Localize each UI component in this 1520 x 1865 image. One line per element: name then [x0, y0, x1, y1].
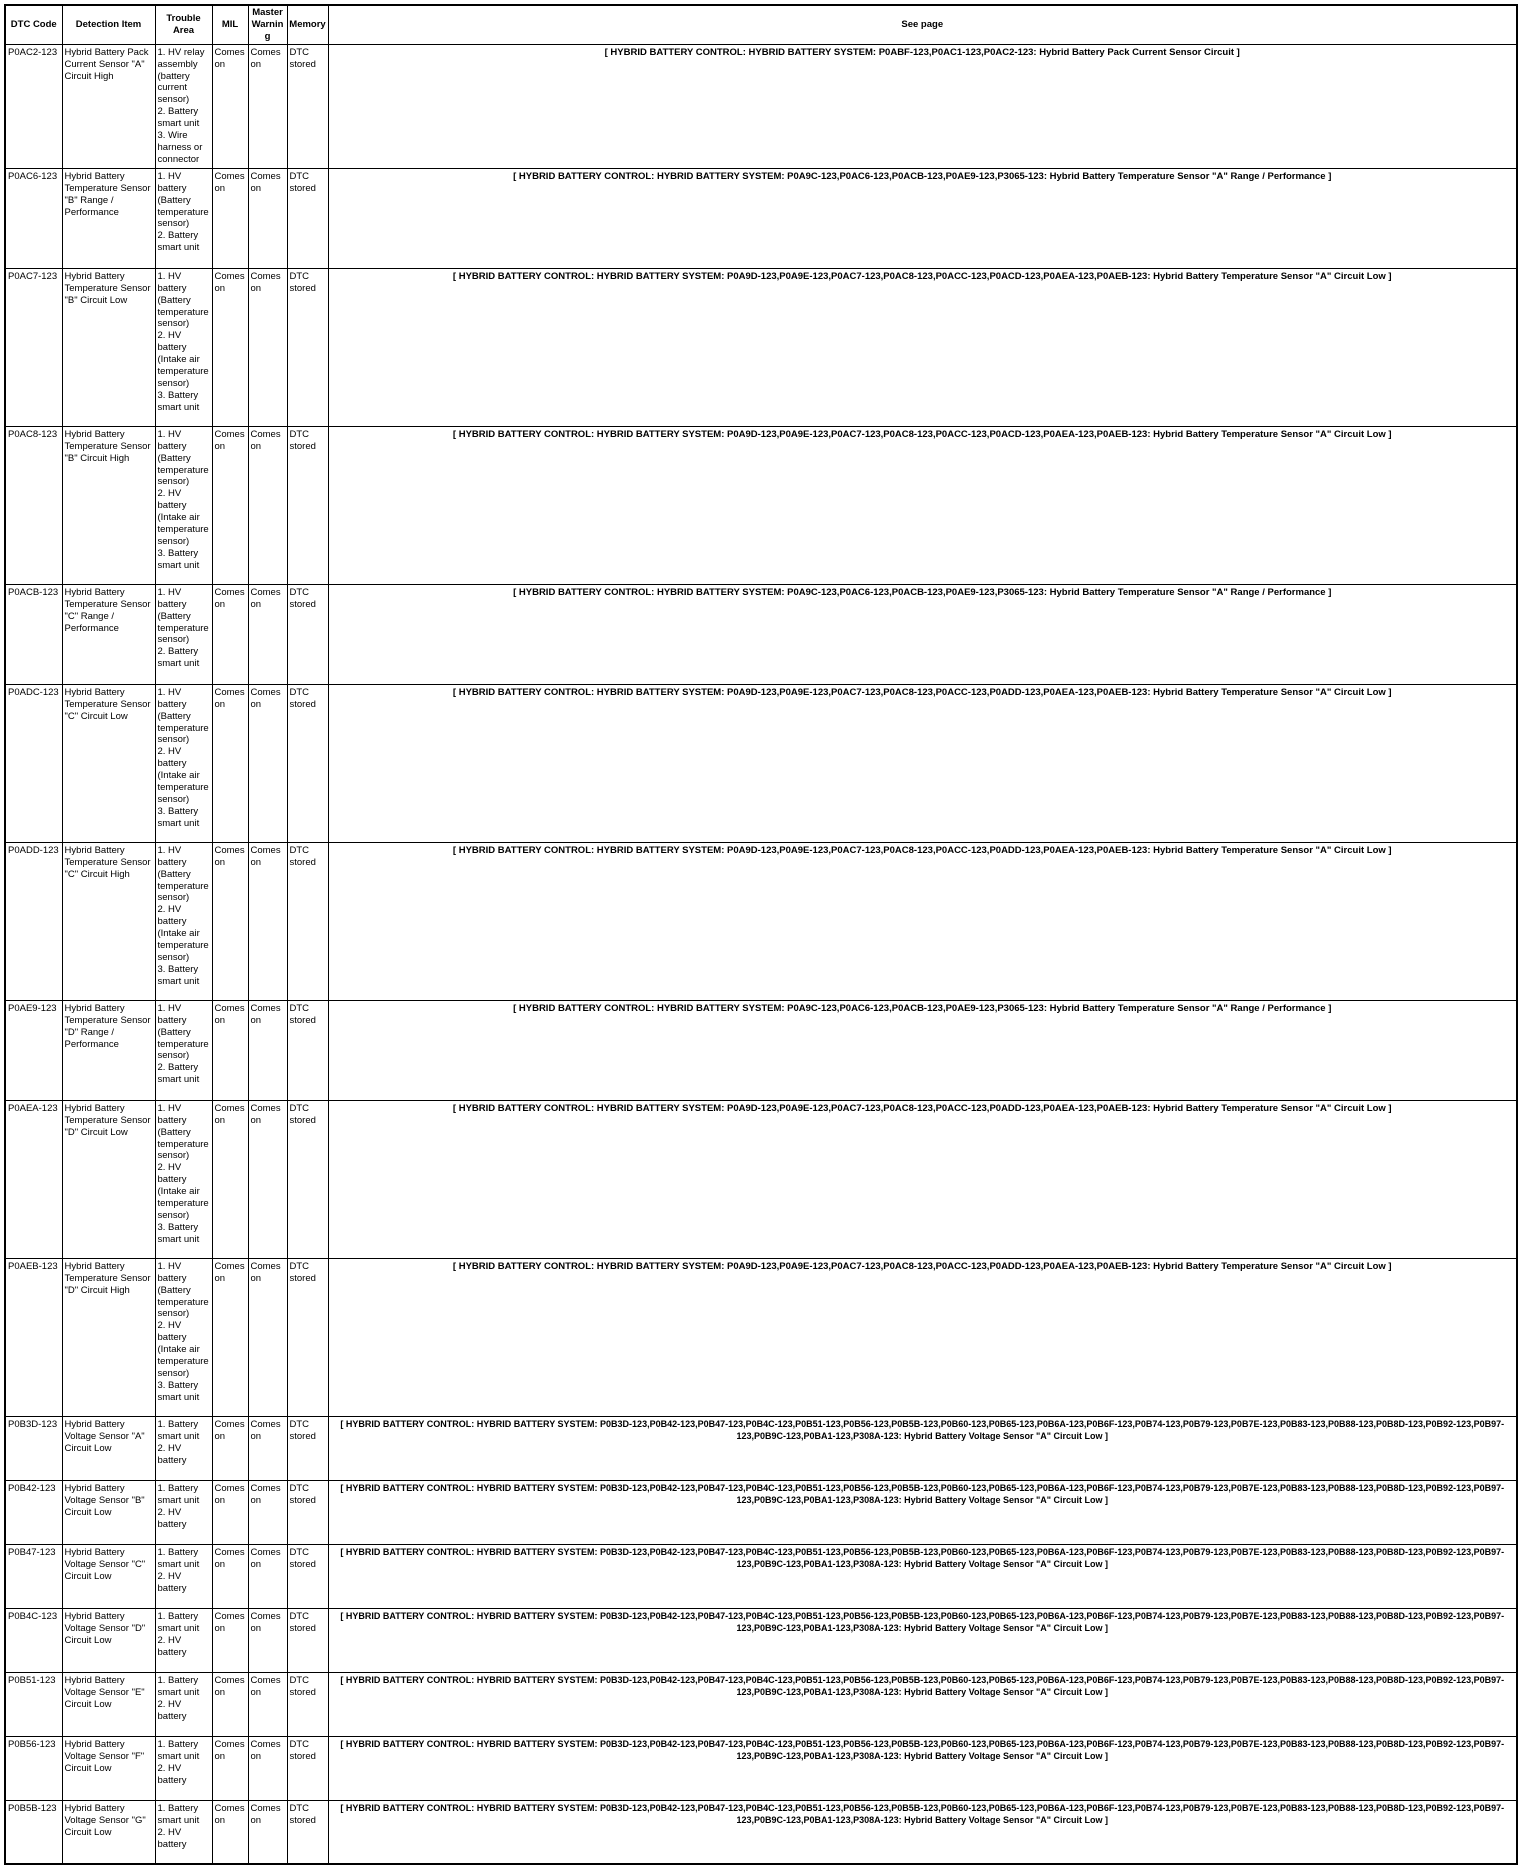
memory-cell: DTC stored [287, 1000, 328, 1100]
mil-cell: Comes on [212, 684, 248, 842]
dtc-code-cell: P0B51-123 [5, 1672, 62, 1736]
memory-cell: DTC stored [287, 44, 328, 168]
trouble-area-cell: 1. HV relay assembly (battery current sensor) 2. Battery smart unit 3. Wire harness or connector [155, 44, 212, 168]
detection-item-cell: Hybrid Battery Voltage Sensor "E" Circuit Low [62, 1672, 155, 1736]
memory-cell: DTC stored [287, 426, 328, 584]
memory-cell: DTC stored [287, 1544, 328, 1608]
dtc-code-cell: P0B4C-123 [5, 1608, 62, 1672]
see-page-link[interactable]: [ HYBRID BATTERY CONTROL: HYBRID BATTERY SYSTEM: P0B3D-123,P0B42-123,P0B47-123,P0B4C-123,P0B51-123,P0B56-123,P0B5B-123,P0B60-123,P0B65-123,P0B6A-123,P0B6F-123,P0B74-123,P0B79-123,P0B7E-123,P0B83-123,P0B88-123,P0B8D-123,P0B92-123,P0B97-123,P0B9C-123,P0BA1-123,P308A-123: Hybrid Battery Voltage Sensor "A" Circuit Low ] [328, 1480, 1517, 1544]
dtc-code-cell: P0AC2-123 [5, 44, 62, 168]
detection-item-cell: Hybrid Battery Temperature Sensor "B" Circuit High [62, 426, 155, 584]
dtc-code-cell: P0AEA-123 [5, 1100, 62, 1258]
see-page-link[interactable]: [ HYBRID BATTERY CONTROL: HYBRID BATTERY SYSTEM: P0A9D-123,P0A9E-123,P0AC7-123,P0AC8-123,P0ACC-123,P0ADD-123,P0AEA-123,P0AEB-123: Hybrid Battery Temperature Sensor "A" Circuit Low ] [328, 1100, 1517, 1258]
trouble-area-cell: 1. Battery smart unit 2. HV battery [155, 1736, 212, 1800]
table-row [5, 168, 1517, 268]
memory-cell: DTC stored [287, 1608, 328, 1672]
dtc-code-cell: P0B56-123 [5, 1736, 62, 1800]
dtc-table-body [5, 44, 1517, 1864]
see-page-link[interactable]: [ HYBRID BATTERY CONTROL: HYBRID BATTERY SYSTEM: P0A9C-123,P0AC6-123,P0ACB-123,P0AE9-123,P3065-123: Hybrid Battery Temperature Sensor "A" Range / Performance ] [328, 1000, 1517, 1100]
dtc-code-cell: P0AE9-123 [5, 1000, 62, 1100]
mil-cell: Comes on [212, 1258, 248, 1416]
table-row [5, 44, 1517, 168]
dtc-code-cell: P0AC8-123 [5, 426, 62, 584]
trouble-area-cell: 1. HV battery (Battery temperature sensor) 2. HV battery (Intake air temperature sensor) 3. Battery smart unit [155, 426, 212, 584]
master-warning-cell: Comes on [248, 1608, 287, 1672]
mil-cell: Comes on [212, 1544, 248, 1608]
mil-cell: Comes on [212, 268, 248, 426]
mil-cell: Comes on [212, 1416, 248, 1480]
mil-cell: Comes on [212, 44, 248, 168]
master-warning-cell: Comes on [248, 1258, 287, 1416]
master-warning-cell: Comes on [248, 1544, 287, 1608]
mil-cell: Comes on [212, 1000, 248, 1100]
detection-item-cell: Hybrid Battery Voltage Sensor "C" Circuit Low [62, 1544, 155, 1608]
see-page-link[interactable]: [ HYBRID BATTERY CONTROL: HYBRID BATTERY SYSTEM: P0A9C-123,P0AC6-123,P0ACB-123,P0AE9-123,P3065-123: Hybrid Battery Temperature Sensor "A" Range / Performance ] [328, 584, 1517, 684]
header-detection-item: Detection Item [62, 5, 155, 44]
memory-cell: DTC stored [287, 684, 328, 842]
detection-item-cell: Hybrid Battery Voltage Sensor "A" Circuit Low [62, 1416, 155, 1480]
master-warning-cell: Comes on [248, 168, 287, 268]
detection-item-cell: Hybrid Battery Temperature Sensor "D" Range / Performance [62, 1000, 155, 1100]
memory-cell: DTC stored [287, 842, 328, 1000]
dtc-code-cell: P0ACB-123 [5, 584, 62, 684]
dtc-code-cell: P0ADC-123 [5, 684, 62, 842]
header-dtc-code: DTC Code [5, 5, 62, 44]
table-row [5, 1416, 1517, 1480]
mil-cell: Comes on [212, 1736, 248, 1800]
detection-item-cell: Hybrid Battery Voltage Sensor "G" Circuit Low [62, 1800, 155, 1864]
detection-item-cell: Hybrid Battery Temperature Sensor "D" Circuit High [62, 1258, 155, 1416]
trouble-area-cell: 1. HV battery (Battery temperature sensor) 2. Battery smart unit [155, 168, 212, 268]
master-warning-cell: Comes on [248, 842, 287, 1000]
see-page-link[interactable]: [ HYBRID BATTERY CONTROL: HYBRID BATTERY SYSTEM: P0A9D-123,P0A9E-123,P0AC7-123,P0AC8-123,P0ACC-123,P0ACD-123,P0AEA-123,P0AEB-123: Hybrid Battery Temperature Sensor "A" Circuit Low ] [328, 268, 1517, 426]
trouble-area-cell: 1. HV battery (Battery temperature sensor) 2. HV battery (Intake air temperature sensor) 3. Battery smart unit [155, 1258, 212, 1416]
dtc-code-cell: P0AC6-123 [5, 168, 62, 268]
trouble-area-cell: 1. Battery smart unit 2. HV battery [155, 1608, 212, 1672]
master-warning-cell: Comes on [248, 1672, 287, 1736]
dtc-code-cell: P0B5B-123 [5, 1800, 62, 1864]
memory-cell: DTC stored [287, 268, 328, 426]
trouble-area-cell: 1. HV battery (Battery temperature sensor) 2. HV battery (Intake air temperature sensor) 3. Battery smart unit [155, 684, 212, 842]
trouble-area-cell: 1. Battery smart unit 2. HV battery [155, 1480, 212, 1544]
mil-cell: Comes on [212, 1800, 248, 1864]
see-page-link[interactable]: [ HYBRID BATTERY CONTROL: HYBRID BATTERY SYSTEM: P0B3D-123,P0B42-123,P0B47-123,P0B4C-123,P0B51-123,P0B56-123,P0B5B-123,P0B60-123,P0B65-123,P0B6A-123,P0B6F-123,P0B74-123,P0B79-123,P0B7E-123,P0B83-123,P0B88-123,P0B8D-123,P0B92-123,P0B97-123,P0B9C-123,P0BA1-123,P308A-123: Hybrid Battery Voltage Sensor "A" Circuit Low ] [328, 1416, 1517, 1480]
master-warning-cell: Comes on [248, 1000, 287, 1100]
trouble-area-cell: 1. Battery smart unit 2. HV battery [155, 1672, 212, 1736]
see-page-link[interactable]: [ HYBRID BATTERY CONTROL: HYBRID BATTERY SYSTEM: P0A9D-123,P0A9E-123,P0AC7-123,P0AC8-123,P0ACC-123,P0ADD-123,P0AEA-123,P0AEB-123: Hybrid Battery Temperature Sensor "A" Circuit Low ] [328, 842, 1517, 1000]
see-page-link[interactable]: [ HYBRID BATTERY CONTROL: HYBRID BATTERY SYSTEM: P0B3D-123,P0B42-123,P0B47-123,P0B4C-123,P0B51-123,P0B56-123,P0B5B-123,P0B60-123,P0B65-123,P0B6A-123,P0B6F-123,P0B74-123,P0B79-123,P0B7E-123,P0B83-123,P0B88-123,P0B8D-123,P0B92-123,P0B97-123,P0B9C-123,P0BA1-123,P308A-123: Hybrid Battery Voltage Sensor "A" Circuit Low ] [328, 1672, 1517, 1736]
mil-cell: Comes on [212, 1100, 248, 1258]
header-mil: MIL [212, 5, 248, 44]
see-page-link[interactable]: [ HYBRID BATTERY CONTROL: HYBRID BATTERY SYSTEM: P0B3D-123,P0B42-123,P0B47-123,P0B4C-123,P0B51-123,P0B56-123,P0B5B-123,P0B60-123,P0B65-123,P0B6A-123,P0B6F-123,P0B74-123,P0B79-123,P0B7E-123,P0B83-123,P0B88-123,P0B8D-123,P0B92-123,P0B97-123,P0B9C-123,P0BA1-123,P308A-123: Hybrid Battery Voltage Sensor "A" Circuit Low ] [328, 1544, 1517, 1608]
master-warning-cell: Comes on [248, 1416, 287, 1480]
master-warning-cell: Comes on [248, 44, 287, 168]
table-row [5, 1608, 1517, 1672]
dtc-code-cell: P0AC7-123 [5, 268, 62, 426]
trouble-area-cell: 1. Battery smart unit 2. HV battery [155, 1416, 212, 1480]
trouble-area-cell: 1. HV battery (Battery temperature sensor) 2. HV battery (Intake air temperature sensor) 3. Battery smart unit [155, 268, 212, 426]
memory-cell: DTC stored [287, 584, 328, 684]
detection-item-cell: Hybrid Battery Voltage Sensor "B" Circuit Low [62, 1480, 155, 1544]
dtc-code-cell: P0B3D-123 [5, 1416, 62, 1480]
table-row [5, 268, 1517, 426]
master-warning-cell: Comes on [248, 1480, 287, 1544]
trouble-area-cell: 1. HV battery (Battery temperature sensor) 2. Battery smart unit [155, 1000, 212, 1100]
see-page-link[interactable]: [ HYBRID BATTERY CONTROL: HYBRID BATTERY SYSTEM: P0B3D-123,P0B42-123,P0B47-123,P0B4C-123,P0B51-123,P0B56-123,P0B5B-123,P0B60-123,P0B65-123,P0B6A-123,P0B6F-123,P0B74-123,P0B79-123,P0B7E-123,P0B83-123,P0B88-123,P0B8D-123,P0B92-123,P0B97-123,P0B9C-123,P0BA1-123,P308A-123: Hybrid Battery Voltage Sensor "A" Circuit Low ] [328, 1800, 1517, 1864]
see-page-link[interactable]: [ HYBRID BATTERY CONTROL: HYBRID BATTERY SYSTEM: P0A9D-123,P0A9E-123,P0AC7-123,P0AC8-123,P0ACC-123,P0ADD-123,P0AEA-123,P0AEB-123: Hybrid Battery Temperature Sensor "A" Circuit Low ] [328, 1258, 1517, 1416]
table-row [5, 1800, 1517, 1864]
memory-cell: DTC stored [287, 1100, 328, 1258]
see-page-link[interactable]: [ HYBRID BATTERY CONTROL: HYBRID BATTERY SYSTEM: P0ABF-123,P0AC1-123,P0AC2-123: Hybrid Battery Pack Current Sensor Circuit ] [328, 44, 1517, 168]
mil-cell: Comes on [212, 842, 248, 1000]
memory-cell: DTC stored [287, 1800, 328, 1864]
detection-item-cell: Hybrid Battery Temperature Sensor "C" Range / Performance [62, 584, 155, 684]
detection-item-cell: Hybrid Battery Temperature Sensor "D" Circuit Low [62, 1100, 155, 1258]
trouble-area-cell: 1. Battery smart unit 2. HV battery [155, 1800, 212, 1864]
table-row [5, 426, 1517, 584]
mil-cell: Comes on [212, 426, 248, 584]
detection-item-cell: Hybrid Battery Temperature Sensor "C" Circuit High [62, 842, 155, 1000]
master-warning-cell: Comes on [248, 426, 287, 584]
table-header-row [5, 5, 1517, 44]
memory-cell: DTC stored [287, 1258, 328, 1416]
table-row [5, 1100, 1517, 1258]
trouble-area-cell: 1. HV battery (Battery temperature sensor) 2. HV battery (Intake air temperature sensor) 3. Battery smart unit [155, 842, 212, 1000]
mil-cell: Comes on [212, 584, 248, 684]
detection-item-cell: Hybrid Battery Voltage Sensor "D" Circuit Low [62, 1608, 155, 1672]
see-page-link[interactable]: [ HYBRID BATTERY CONTROL: HYBRID BATTERY SYSTEM: P0A9D-123,P0A9E-123,P0AC7-123,P0AC8-123,P0ACC-123,P0ADD-123,P0AEA-123,P0AEB-123: Hybrid Battery Temperature Sensor "A" Circuit Low ] [328, 684, 1517, 842]
table-row [5, 584, 1517, 684]
table-row [5, 1480, 1517, 1544]
master-warning-cell: Comes on [248, 1736, 287, 1800]
master-warning-cell: Comes on [248, 268, 287, 426]
see-page-link[interactable]: [ HYBRID BATTERY CONTROL: HYBRID BATTERY SYSTEM: P0B3D-123,P0B42-123,P0B47-123,P0B4C-123,P0B51-123,P0B56-123,P0B5B-123,P0B60-123,P0B65-123,P0B6A-123,P0B6F-123,P0B74-123,P0B79-123,P0B7E-123,P0B83-123,P0B88-123,P0B8D-123,P0B92-123,P0B97-123,P0B9C-123,P0BA1-123,P308A-123: Hybrid Battery Voltage Sensor "A" Circuit Low ] [328, 1608, 1517, 1672]
detection-item-cell: Hybrid Battery Temperature Sensor "B" Circuit Low [62, 268, 155, 426]
mil-cell: Comes on [212, 168, 248, 268]
memory-cell: DTC stored [287, 1672, 328, 1736]
dtc-code-cell: P0AEB-123 [5, 1258, 62, 1416]
trouble-area-cell: 1. HV battery (Battery temperature sensor) 2. HV battery (Intake air temperature sensor) 3. Battery smart unit [155, 1100, 212, 1258]
memory-cell: DTC stored [287, 1736, 328, 1800]
see-page-link[interactable]: [ HYBRID BATTERY CONTROL: HYBRID BATTERY SYSTEM: P0B3D-123,P0B42-123,P0B47-123,P0B4C-123,P0B51-123,P0B56-123,P0B5B-123,P0B60-123,P0B65-123,P0B6A-123,P0B6F-123,P0B74-123,P0B79-123,P0B7E-123,P0B83-123,P0B88-123,P0B8D-123,P0B92-123,P0B97-123,P0B9C-123,P0BA1-123,P308A-123: Hybrid Battery Voltage Sensor "A" Circuit Low ] [328, 1736, 1517, 1800]
memory-cell: DTC stored [287, 1480, 328, 1544]
master-warning-cell: Comes on [248, 684, 287, 842]
see-page-link[interactable]: [ HYBRID BATTERY CONTROL: HYBRID BATTERY SYSTEM: P0A9D-123,P0A9E-123,P0AC7-123,P0AC8-123,P0ACC-123,P0ACD-123,P0AEA-123,P0AEB-123: Hybrid Battery Temperature Sensor "A" Circuit Low ] [328, 426, 1517, 584]
mil-cell: Comes on [212, 1608, 248, 1672]
table-row [5, 684, 1517, 842]
master-warning-cell: Comes on [248, 584, 287, 684]
trouble-area-cell: 1. Battery smart unit 2. HV battery [155, 1544, 212, 1608]
detection-item-cell: Hybrid Battery Temperature Sensor "B" Range / Performance [62, 168, 155, 268]
header-trouble-area: Trouble Area [155, 5, 212, 44]
detection-item-cell: Hybrid Battery Temperature Sensor "C" Circuit Low [62, 684, 155, 842]
mil-cell: Comes on [212, 1480, 248, 1544]
dtc-table [4, 4, 1518, 1865]
table-row [5, 1544, 1517, 1608]
header-see-page: See page [328, 5, 1517, 44]
dtc-code-cell: P0ADD-123 [5, 842, 62, 1000]
table-row [5, 1672, 1517, 1736]
master-warning-cell: Comes on [248, 1800, 287, 1864]
table-row [5, 1258, 1517, 1416]
dtc-code-cell: P0B42-123 [5, 1480, 62, 1544]
header-memory: Memory [287, 5, 328, 44]
detection-item-cell: Hybrid Battery Pack Current Sensor "A" Circuit High [62, 44, 155, 168]
table-row [5, 1736, 1517, 1800]
trouble-area-cell: 1. HV battery (Battery temperature sensor) 2. Battery smart unit [155, 584, 212, 684]
memory-cell: DTC stored [287, 1416, 328, 1480]
detection-item-cell: Hybrid Battery Voltage Sensor "F" Circuit Low [62, 1736, 155, 1800]
table-row [5, 842, 1517, 1000]
master-warning-cell: Comes on [248, 1100, 287, 1258]
header-master-warning: Master Warning [248, 5, 287, 44]
table-row [5, 1000, 1517, 1100]
see-page-link[interactable]: [ HYBRID BATTERY CONTROL: HYBRID BATTERY SYSTEM: P0A9C-123,P0AC6-123,P0ACB-123,P0AE9-123,P3065-123: Hybrid Battery Temperature Sensor "A" Range / Performance ] [328, 168, 1517, 268]
dtc-code-cell: P0B47-123 [5, 1544, 62, 1608]
memory-cell: DTC stored [287, 168, 328, 268]
mil-cell: Comes on [212, 1672, 248, 1736]
